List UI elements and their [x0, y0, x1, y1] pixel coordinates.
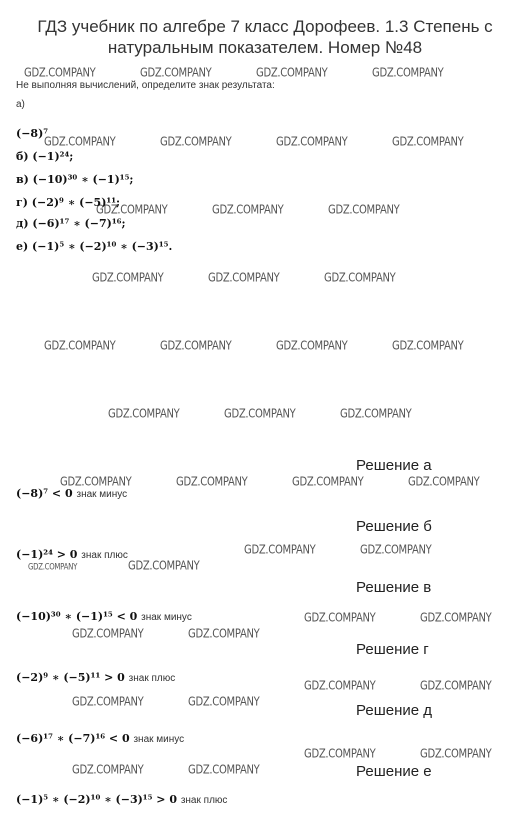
solution-sign: знак минус [76, 489, 128, 500]
watermark: GDZ.COMPANY [188, 763, 260, 778]
watermark: GDZ.COMPANY [72, 763, 144, 778]
watermark: GDZ.COMPANY [28, 562, 78, 572]
watermark: GDZ.COMPANY [392, 135, 464, 150]
solution-heading: Решение д [356, 702, 432, 719]
watermark: GDZ.COMPANY [160, 135, 232, 150]
solution-heading: Решение б [356, 518, 432, 535]
watermark: GDZ.COMPANY [328, 203, 400, 218]
watermark: GDZ.COMPANY [372, 66, 444, 81]
watermark: GDZ.COMPANY [24, 66, 96, 81]
watermark: GDZ.COMPANY [72, 627, 144, 642]
solution-sign: знак плюс [128, 673, 176, 684]
solution-line [16, 671, 175, 684]
watermark: GDZ.COMPANY [324, 271, 396, 286]
watermark: GDZ.COMPANY [304, 679, 376, 694]
solution-heading: Решение в [356, 579, 432, 596]
watermark: GDZ.COMPANY [188, 627, 260, 642]
solution-expression: (−1)²⁴ > 0 [16, 548, 78, 561]
watermark: GDZ.COMPANY [392, 339, 464, 354]
watermark: GDZ.COMPANY [304, 611, 376, 626]
task-item-d: г) (−2)⁹ ∗ (−5)¹¹; [16, 196, 121, 209]
solution-heading: Решение а [356, 457, 432, 474]
watermark: GDZ.COMPANY [420, 679, 492, 694]
watermark: GDZ.COMPANY [160, 339, 232, 354]
watermark: GDZ.COMPANY [128, 559, 200, 574]
solution-heading: Решение г [356, 641, 429, 658]
watermark: GDZ.COMPANY [176, 475, 248, 490]
solution-sign: знак минус [141, 612, 192, 623]
task-item-c: в) (−10)³⁰ ∗ (−1)¹⁵; [16, 173, 134, 186]
watermark: GDZ.COMPANY [212, 203, 284, 218]
solution-line [16, 487, 127, 500]
solution-expression: (−8)⁷ < 0 [16, 487, 73, 500]
watermark: GDZ.COMPANY [276, 135, 348, 150]
watermark: GDZ.COMPANY [420, 611, 492, 626]
solution-line [16, 548, 128, 561]
solution-line [16, 732, 184, 745]
watermark: GDZ.COMPANY [72, 695, 144, 710]
watermark: GDZ.COMPANY [256, 66, 328, 81]
solution-line [16, 610, 192, 623]
task-item-a: (−8)⁷ [16, 127, 49, 140]
solution-sign: знак плюс [180, 795, 228, 806]
watermark: GDZ.COMPANY [244, 543, 316, 558]
watermark: GDZ.COMPANY [188, 695, 260, 710]
watermark: GDZ.COMPANY [140, 66, 212, 81]
solution-expression: (−6)¹⁷ ∗ (−7)¹⁶ < 0 [16, 732, 130, 745]
watermark: GDZ.COMPANY [360, 543, 432, 558]
watermark: GDZ.COMPANY [92, 271, 164, 286]
watermark: GDZ.COMPANY [420, 747, 492, 762]
watermark: GDZ.COMPANY [304, 747, 376, 762]
task-item-f: е) (−1)⁵ ∗ (−2)¹⁰ ∗ (−3)¹⁵. [16, 240, 173, 253]
solution-sign: знак плюс [81, 550, 128, 561]
watermark: GDZ.COMPANY [340, 407, 412, 422]
solution-expression: (−10)³⁰ ∗ (−1)¹⁵ < 0 [16, 610, 138, 623]
solution-line [16, 793, 227, 806]
watermark: GDZ.COMPANY [208, 271, 280, 286]
page-title: ГДЗ учебник по алгебре 7 класс Дорофеев. 1.3 Степень с натуральным показателем. Номер №48 [37, 17, 493, 57]
solution-expression: (−1)⁵ ∗ (−2)¹⁰ ∗ (−3)¹⁵ > 0 [16, 793, 177, 806]
watermark: GDZ.COMPANY [44, 135, 116, 150]
watermark: GDZ.COMPANY [292, 475, 364, 490]
task-item-b: б) (−1)²⁴; [16, 150, 74, 163]
task-item-label: а) [16, 99, 25, 110]
watermark: GDZ.COMPANY [96, 203, 168, 218]
watermark: GDZ.COMPANY [60, 475, 132, 490]
watermark: GDZ.COMPANY [224, 407, 296, 422]
solution-sign: знак минус [133, 734, 185, 745]
watermark: GDZ.COMPANY [276, 339, 348, 354]
watermark: GDZ.COMPANY [108, 407, 180, 422]
watermark: GDZ.COMPANY [408, 475, 480, 490]
solution-expression: (−2)⁹ ∗ (−5)¹¹ > 0 [16, 671, 125, 684]
task-instruction: Не выполняя вычислений, определите знак результата: [16, 80, 275, 91]
watermark: GDZ.COMPANY [44, 339, 116, 354]
task-item-e: д) (−6)¹⁷ ∗ (−7)¹⁶; [16, 217, 126, 230]
solution-heading: Решение е [356, 763, 432, 780]
